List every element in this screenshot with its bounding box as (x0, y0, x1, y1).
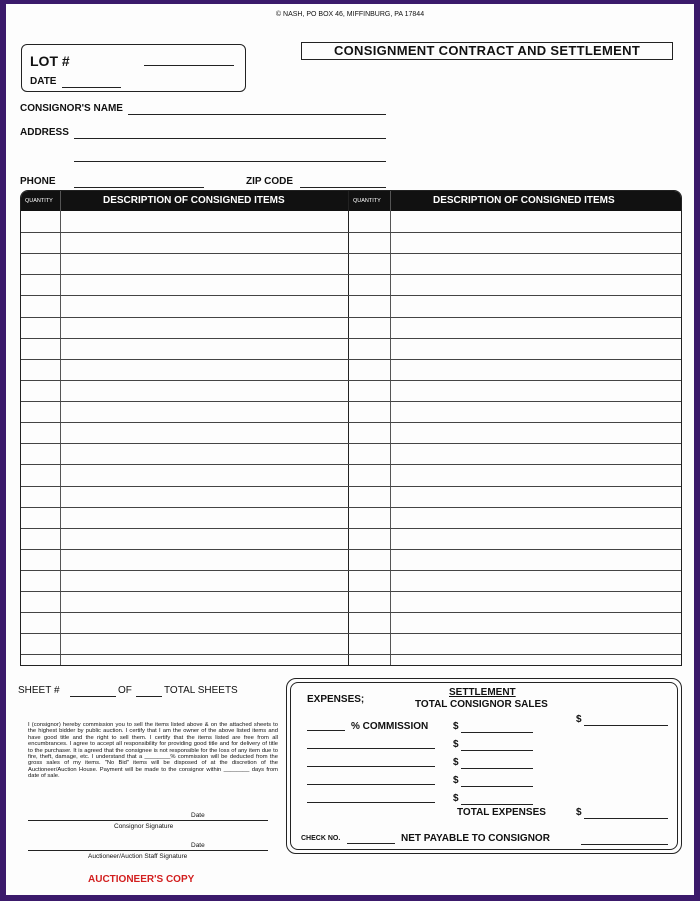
commission-label: % COMMISSION (351, 721, 429, 732)
total-sheets-label: TOTAL SHEETS (164, 685, 238, 696)
total-sales-field[interactable] (584, 725, 668, 726)
net-payable-field[interactable] (581, 844, 668, 845)
table-row-line (21, 380, 681, 381)
expense-dollar-3: $ (453, 775, 459, 786)
total-expenses-label: TOTAL EXPENSES (457, 807, 546, 818)
check-number-label: CHECK NO. (301, 835, 341, 842)
expense-amount-3[interactable] (461, 786, 533, 787)
address-field-2[interactable] (74, 161, 386, 162)
expense-dollar-2: $ (453, 757, 459, 768)
expense-amount-1[interactable] (461, 750, 533, 751)
table-row-line (21, 591, 681, 592)
staff-date-label: Date (191, 842, 205, 849)
commission-rate-field[interactable] (307, 730, 345, 731)
expense-dollar-1: $ (453, 739, 459, 750)
table-row-line (21, 528, 681, 529)
column-divider (348, 191, 349, 665)
table-row-line (21, 274, 681, 275)
consignor-signature-field[interactable] (28, 820, 268, 821)
table-row-line (21, 612, 681, 613)
total-expenses-field[interactable] (584, 818, 668, 819)
consignor-name-label: CONSIGNOR'S NAME (20, 103, 123, 114)
column-divider (60, 191, 61, 665)
date-label: DATE (30, 76, 57, 87)
consignment-form (6, 4, 694, 895)
settlement-title: SETTLEMENT (449, 687, 516, 698)
of-label: OF (118, 685, 132, 696)
phone-label: PHONE (20, 176, 56, 187)
table-row-line (21, 338, 681, 339)
table-row-line (21, 359, 681, 360)
table-row-line (21, 549, 681, 550)
quantity-header-left: QUANTITY (25, 198, 53, 204)
expenses-label: EXPENSES; (307, 694, 365, 705)
address-field-1[interactable] (74, 138, 386, 139)
items-table-header (21, 191, 681, 211)
table-row-line (21, 253, 681, 254)
total-sales-label: TOTAL CONSIGNOR SALES (415, 699, 548, 710)
quantity-header-right: QUANTITY (353, 198, 381, 204)
consignor-signature-label: Consignor Signature (114, 823, 174, 830)
expense-desc-3[interactable] (307, 784, 435, 785)
table-row-line (21, 464, 681, 465)
table-row-line (21, 232, 681, 233)
sales-dollar: $ (576, 714, 582, 725)
expense-amount-4[interactable] (461, 804, 533, 805)
publisher-header: © NASH, PO BOX 46, MIFFINBURG, PA 17844 (275, 11, 425, 18)
settlement-box (286, 678, 682, 854)
check-number-field[interactable] (347, 843, 395, 844)
phone-field[interactable] (74, 187, 204, 188)
expense-desc-1[interactable] (307, 748, 435, 749)
table-row-line (21, 654, 681, 655)
description-header-left: DESCRIPTION OF CONSIGNED ITEMS (103, 195, 285, 206)
consignor-name-field[interactable] (128, 114, 386, 115)
form-title: CONSIGNMENT CONTRACT AND SETTLEMENT (301, 42, 673, 60)
staff-signature-label: Auctioneer/Auction Staff Signature (88, 853, 188, 860)
sheet-number-field[interactable] (70, 696, 116, 697)
lot-box-notch (121, 66, 243, 90)
zip-field[interactable] (300, 187, 386, 188)
column-divider (390, 191, 391, 665)
items-table (20, 190, 682, 666)
expense-desc-2[interactable] (307, 766, 435, 767)
total-sheets-field[interactable] (136, 696, 162, 697)
commission-amount-field[interactable] (461, 732, 533, 733)
expense-amount-2[interactable] (461, 768, 533, 769)
staff-signature-field[interactable] (28, 850, 268, 851)
table-row-line (21, 633, 681, 634)
address-label: ADDRESS (20, 127, 69, 138)
zip-label: ZIP CODE (246, 176, 294, 187)
table-row-line (21, 486, 681, 487)
table-row-line (21, 507, 681, 508)
copy-designation: AUCTIONEER'S COPY (88, 874, 195, 885)
table-row-line (21, 443, 681, 444)
table-row-line (21, 570, 681, 571)
sheet-label: SHEET # (18, 685, 60, 696)
expense-dollar-4: $ (453, 793, 459, 804)
consignment-terms: I (consignor) hereby commission you to sell the items listed above & on the attached sheets to the highest bidder by public auction. I certify that I am the owner of the above listed items and have good title and the right to sell them. I certify that the items listed are free from all encumbrances. I agree to accept all responsibility for providing good title and for delivery of title to the purchaser. It is agreed that the consignee is not responsible for the loss of any item due to fire, theft, damage, etc. I understand that a ________% commission will be deducted from the gross sales of my items. "No Bid" items will be disposed of at the discretion of the Auctioneer/Auction House. Payment will be made to the consignor within ________ days from date of sale. (28, 722, 278, 780)
expense-desc-4[interactable] (307, 802, 435, 803)
table-row-line (21, 317, 681, 318)
lot-label: LOT # (30, 53, 70, 69)
table-row-line (21, 295, 681, 296)
table-row-line (21, 401, 681, 402)
total-expenses-dollar: $ (576, 807, 582, 818)
consignor-date-label: Date (191, 812, 205, 819)
table-row-line (21, 422, 681, 423)
description-header-right: DESCRIPTION OF CONSIGNED ITEMS (433, 195, 615, 206)
net-payable-label: NET PAYABLE TO CONSIGNOR (401, 833, 550, 844)
commission-dollar: $ (453, 721, 459, 732)
